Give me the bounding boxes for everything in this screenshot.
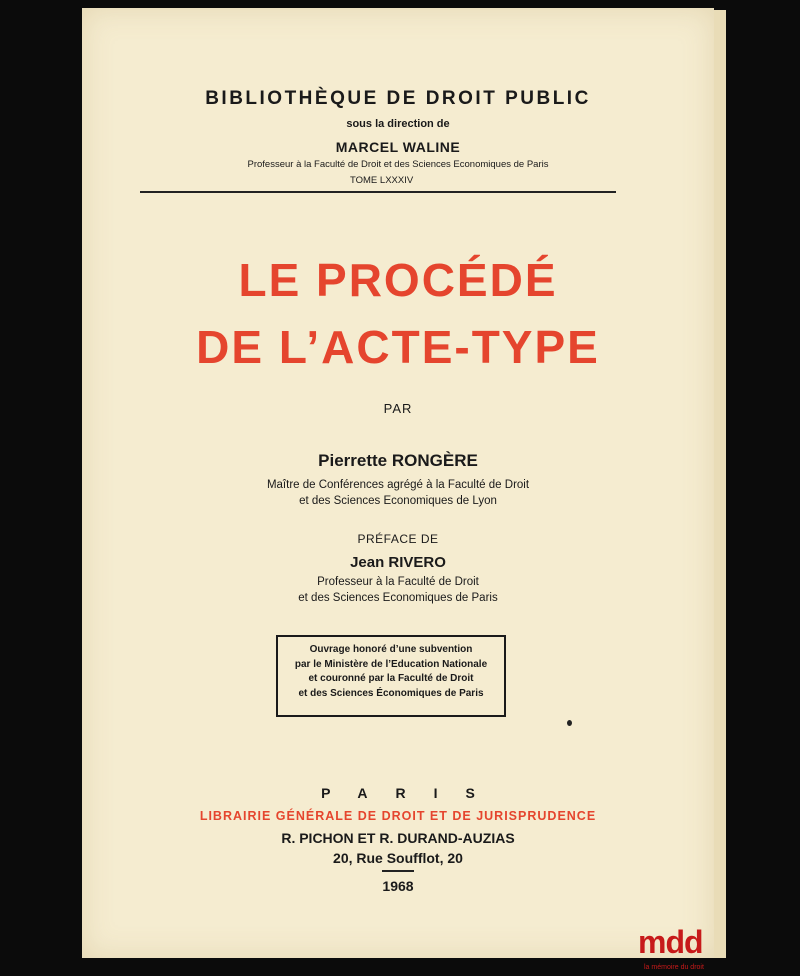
publisher-address: 20, Rue Soufflot, 20: [333, 850, 463, 866]
book-title-line-2: DE L’ACTE-TYPE: [196, 321, 600, 373]
watermark-logo: [638, 924, 718, 972]
address-divider: [382, 870, 414, 872]
by-label: PAR: [383, 401, 413, 416]
author-affiliation-line-1: Maître de Conférences agrégé à la Faculté de Droit: [266, 479, 530, 491]
editor-affiliation: Professeur à la Faculté de Droit et des Sciences Economiques de Paris: [247, 159, 549, 170]
author-name: Pierrette RONGÈRE: [318, 451, 478, 470]
award-line: et des Sciences Économiques de Paris: [298, 687, 484, 699]
preface-label: PRÉFACE DE: [357, 532, 439, 546]
author-affiliation-line-2: et des Sciences Economiques de Lyon: [299, 495, 497, 507]
book-title-line-1: LE PROCÉDÉ: [238, 254, 558, 306]
award-line: par le Ministère de l’Education Nationale: [294, 658, 488, 670]
book-spine-edge: [714, 10, 726, 958]
preface-affiliation-line-1: Professeur à la Faculté de Droit: [317, 576, 479, 588]
publisher-name: LIBRAIRIE GÉNÉRALE DE DROIT ET DE JURISPRUDENCE: [199, 809, 597, 823]
watermark-tagline: la mémoire du droit: [644, 964, 704, 971]
tome-number: TOME LXXXIV: [350, 175, 414, 186]
publication-year: 1968: [382, 878, 414, 894]
award-box: [276, 635, 506, 717]
header-divider: [140, 191, 616, 193]
award-line: et couronné par la Faculté de Droit: [308, 673, 474, 684]
series-title: BIBLIOTHÈQUE DE DROIT PUBLIC: [205, 88, 591, 109]
series-editor: MARCEL WALINE: [335, 139, 461, 155]
award-line: Ouvrage honoré d’une subvention: [309, 644, 473, 655]
direction-label: sous la direction de: [346, 118, 450, 130]
preface-author: Jean RIVERO: [350, 554, 446, 571]
paper-speck: [567, 720, 572, 726]
book-cover: [82, 8, 714, 958]
preface-affiliation-line-2: et des Sciences Economiques de Paris: [298, 592, 498, 604]
publisher-owners: R. PICHON ET R. DURAND-AUZIAS: [281, 830, 515, 846]
publication-city: PARIS: [321, 785, 503, 801]
watermark-logo-text: mdd: [638, 924, 703, 960]
